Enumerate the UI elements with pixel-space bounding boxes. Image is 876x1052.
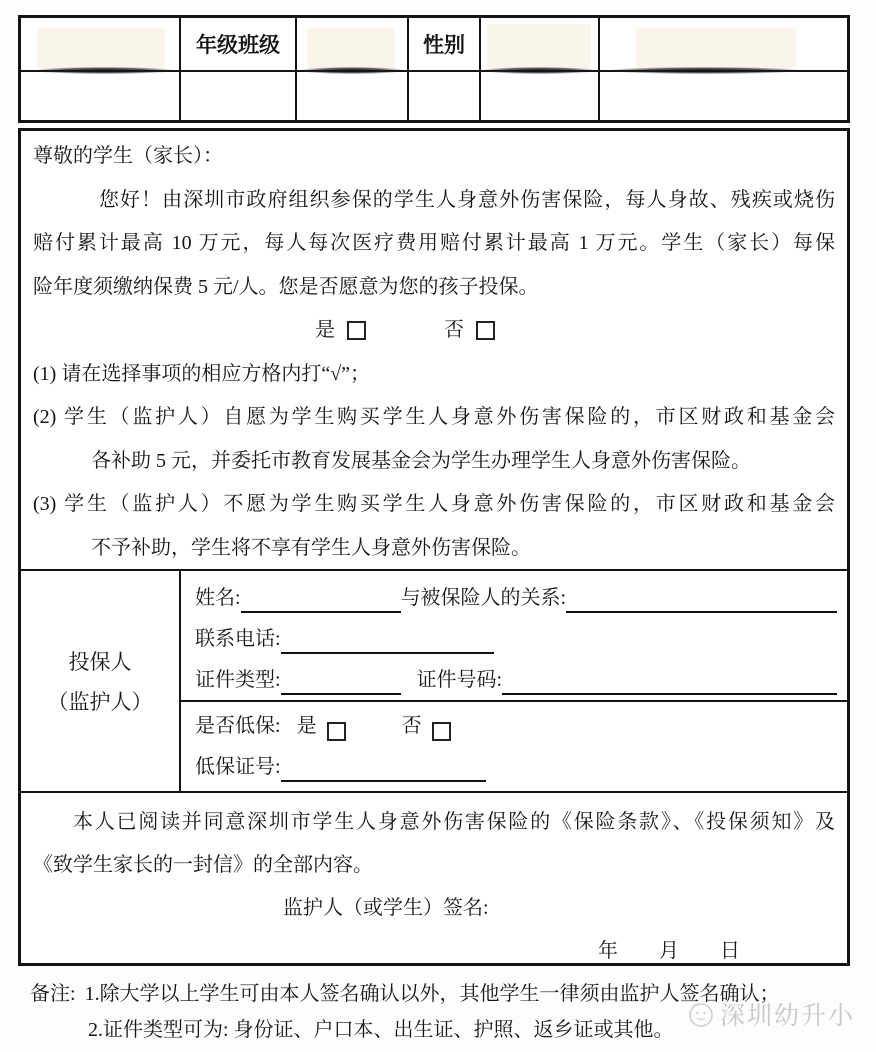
instruction-item-3-line-1: (3) 学生（监护人）不愿为学生购买学生人身意外伤害保险的，市区财政和基金会 <box>33 493 835 515</box>
phone-label: 联系电话: <box>195 627 281 650</box>
notice-body-line-2: 赔付累计最高 10 万元，每人每次医疗费用赔付累计最高 1 万元。学生（家长）每保 <box>33 232 835 254</box>
welfare-id-row <box>195 752 837 782</box>
header-cell-erased-2[interactable] <box>297 18 409 72</box>
whiteout-patch <box>307 28 395 68</box>
agreement-line-2: 《致学生家长的一封信》的全部内容。 <box>33 854 373 876</box>
notice-body-line-1: 您好！由深圳市政府组织参保的学生人身意外伤害保险，每人身故、残疾或烧伤 <box>99 188 835 211</box>
policyholder-label-line-1: 投保人 <box>68 650 132 674</box>
welfare-id-input-line[interactable] <box>281 754 486 782</box>
policyholder-fields <box>181 571 847 791</box>
relation-input-line[interactable] <box>566 585 837 613</box>
entry-cell-1[interactable] <box>21 72 181 120</box>
relation-label: 与被保险人的关系: <box>400 586 567 609</box>
welfare-id-label: 低保证号: <box>195 755 281 778</box>
notes-prefix-label: 备注: <box>30 983 76 1005</box>
policyholder-section <box>21 571 847 793</box>
name-input-line[interactable] <box>241 585 401 613</box>
form-body <box>18 128 850 966</box>
mascot-icon <box>686 999 716 1029</box>
student-info-table <box>18 15 850 123</box>
date-year-label: 年 <box>598 940 618 962</box>
welfare-no-label: 否 <box>401 715 422 738</box>
agreement-section <box>21 793 847 964</box>
name-relation-row <box>195 583 837 613</box>
watermark-text: 深圳幼升小 <box>720 1003 856 1030</box>
policyholder-label-line-2: （监护人） <box>47 690 153 714</box>
header-cell-erased-3[interactable] <box>481 18 600 72</box>
note-2-text: 2.证件类型可为: 身份证、户口本、出生证、护照、返乡证或其他。 <box>88 1019 674 1041</box>
whiteout-patch <box>636 28 796 68</box>
id-row <box>195 665 837 695</box>
grade-class-label: 年级班级 <box>196 33 280 57</box>
header-cell-erased-1[interactable] <box>21 18 181 72</box>
agreement-line-1: 本人已阅读并同意深圳市学生人身意外伤害保险的《保险条款》、《投保须知》及 <box>73 811 835 833</box>
policyholder-row-label <box>21 571 181 791</box>
gender-label: 性别 <box>423 33 465 57</box>
instruction-item-2-line-1: (2) 学生（监护人）自愿为学生购买学生人身意外伤害保险的，市区财政和基金会 <box>33 406 835 428</box>
note-1-text: 1.除大学以上学生可由本人签名确认以外，其他学生一律须由监护人签名确认； <box>84 983 780 1005</box>
phone-row <box>195 624 837 654</box>
consent-no-checkbox[interactable] <box>476 321 495 340</box>
whiteout-patch <box>37 28 165 68</box>
policyholder-identity-cell <box>181 571 847 702</box>
whiteout-patch <box>487 24 591 68</box>
id-type-input-line[interactable] <box>281 667 401 695</box>
welfare-cell <box>181 702 847 791</box>
header-cell-erased-4[interactable] <box>600 18 847 72</box>
date-line <box>598 930 835 964</box>
notice-body-line-3: 险年度须缴纳保费 5 元/人。您是否愿意为您的孩子投保。 <box>33 275 539 298</box>
welfare-label: 是否低保: <box>195 715 281 738</box>
id-number-label: 证件号码: <box>416 668 503 691</box>
entry-cell-4[interactable] <box>600 72 847 120</box>
consent-yes-label: 是 <box>315 319 335 341</box>
consent-yes-checkbox[interactable] <box>347 321 366 340</box>
entry-cell-2[interactable] <box>297 72 409 120</box>
instruction-item-1: (1) 请在选择事项的相应方格内打“√”； <box>33 362 371 385</box>
instruction-item-3-line-2: 不予补助，学生将不享有学生人身意外伤害保险。 <box>91 536 531 559</box>
header-cell-grade-class <box>181 18 297 72</box>
header-cell-gender <box>409 18 481 72</box>
entry-cell-3[interactable] <box>481 72 600 120</box>
entry-cell-gender[interactable] <box>409 72 481 120</box>
welfare-choice-row <box>195 711 837 741</box>
consent-no-label: 否 <box>444 319 464 341</box>
salutation: 尊敬的学生（家长）： <box>33 145 223 167</box>
welfare-yes-checkbox[interactable] <box>327 722 346 741</box>
entry-cell-grade-class[interactable] <box>181 72 297 120</box>
notice-section <box>21 131 847 571</box>
id-type-label: 证件类型: <box>195 668 281 691</box>
date-month-label: 月 <box>659 940 679 962</box>
welfare-no-checkbox[interactable] <box>432 722 451 741</box>
date-day-label: 日 <box>720 940 740 962</box>
id-number-input-line[interactable] <box>502 667 837 695</box>
instruction-item-2-line-2: 各补助 5 元，并委托市教育发展基金会为学生办理学生人身意外伤害保险。 <box>91 449 751 472</box>
phone-input-line[interactable] <box>281 626 494 654</box>
signature-label: 监护人（或学生）签名: <box>283 897 489 919</box>
name-label: 姓名: <box>195 586 241 609</box>
watermark <box>686 996 855 1032</box>
consent-choice-row <box>315 309 835 353</box>
welfare-yes-label: 是 <box>296 715 317 738</box>
